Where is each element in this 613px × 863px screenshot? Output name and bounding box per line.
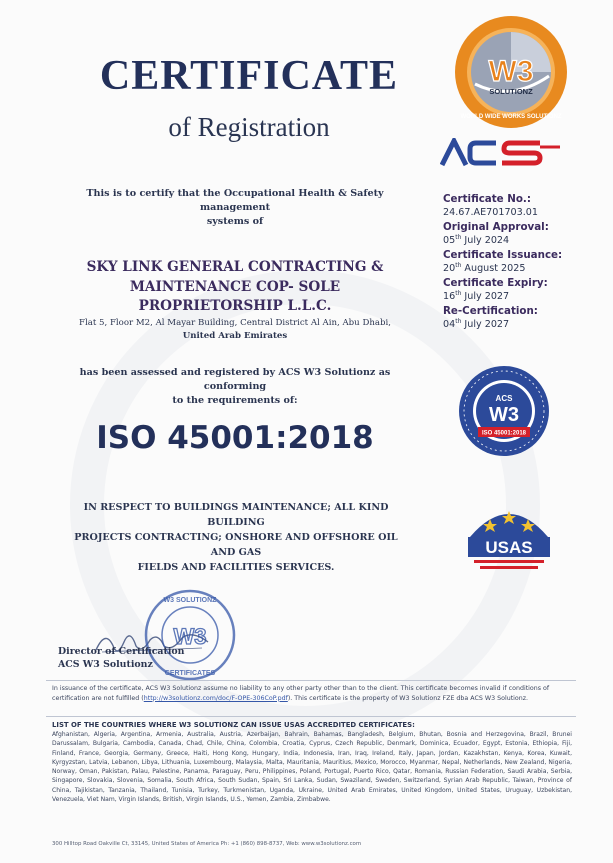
- acs-logo: [440, 138, 568, 168]
- scope-line-1: IN RESPECT TO BUILDINGS MAINTENANCE; ALL KIND BUILDING: [83, 502, 389, 528]
- address-line-1: Flat 5, Floor M2, Al Mayar Building, Central District Al Ain, Abu Dhabi,: [79, 318, 391, 328]
- company-name: [60, 258, 410, 317]
- issuance-value: 20th August 2025: [443, 262, 526, 274]
- w3-solutionz-logo: [453, 14, 569, 130]
- company-address: [55, 317, 415, 342]
- svg-text:ACS: ACS: [495, 394, 513, 403]
- assessed-line-1: has been assessed and registered by ACS W3 Solutionz as conforming: [79, 367, 391, 392]
- expiry-value: 16th July 2027: [443, 290, 510, 302]
- iso-standard: ISO 45001:2018: [96, 420, 374, 456]
- company-line-1: SKY LINK GENERAL CONTRACTING &: [86, 259, 384, 275]
- iso-accreditation-badge: [458, 365, 550, 457]
- svg-text:W3: W3: [173, 624, 207, 649]
- certificate-subtitle: of Registration: [168, 112, 330, 142]
- conditions-link[interactable]: http://w3solutionz.com/doc/F-OPE-306CoP.pdf: [143, 694, 288, 702]
- svg-text:W3: W3: [488, 55, 534, 88]
- svg-text:USAS: USAS: [485, 538, 533, 557]
- cert-no-label: Certificate No.:: [443, 193, 531, 205]
- assessed-statement: [60, 366, 410, 408]
- address-line-2: United Arab Emirates: [182, 330, 288, 341]
- director-org: ACS W3 Solutionz: [58, 659, 153, 670]
- expiry-label: Certificate Expiry:: [443, 277, 548, 289]
- director-block: [58, 645, 184, 671]
- disclaimer: In issuance of the certificate, ACS W3 Solutionz assume no liability to any other party other than to the client. This certificate becomes invalid if conditions of certification are not fulfilled (http://w3solutionz.com/doc/F-OPE-306CoP.pdf). This certificate is the property of W3 Solutionz FZE dba ACS W3 Solutionz.: [52, 685, 550, 702]
- recertification-label: Re-Certification:: [443, 305, 538, 317]
- original-approval-value: 05th July 2024: [443, 234, 510, 246]
- countries-list: Afghanistan, Algeria, Argentina, Armenia, Australia, Austria, Azerbaijan, Bahrain, Bahamas, Bangladesh, Belgium, Bhutan, Bosnia and Herzegovina, Brazil, Brunei Darussalam, Bulgaria, Cambodia, Canada, Chad, Chile, China, Colombia, Croatia, Cyprus, Czech Republic, Denmark, Dominica, Ecuador, Egypt, Estonia, Ethiopia, Fiji, Finland, France, Georgia, Germany, Greece, Haiti, Hong Kong, Hungary, India, Indonesia, Iran, Iraq, Ireland, Italy, Japan, Jordan, Kazakhstan, Kenya, Korea, Kuwait, Kyrgyzstan, Latvia, Lebanon, Libya, Lithuania, Luxembourg, Malaysia, Malta, Mauritania, Mauritius, Mexico, Morocco, Myanmar, Nepal, Netherlands, New Zealand, Nigeria, Norway, Oman, Pakistan, Palau, Palestine, Panama, Paraguay, Peru, Philippines, Poland, Portugal, Puerto Rico, Qatar, Romania, Russian Federation, Saudi Arabia, Serbia, Singapore, Slovakia, Slovenia, Somalia, South Africa, South Sudan, Spain, Sri Lanka, Sudan, Swaziland, Sweden, Switzerland, Syrian Arab Republic, Taiwan, Province of China, Tajikistan, Tanzania, Thailand, Tunisia, Turkey, Turkmenistan, Uganda, Ukraine, United Arab Emirates, United Kingdom, United States, Uruguay, Uzbekistan, Venezuela, Viet Nam, Virgin Islands, British, Virgin Islands, U.S., Yemen, Zambia, Zimbabwe.: [52, 731, 572, 804]
- divider: [46, 680, 576, 681]
- divider: [46, 716, 576, 717]
- footer-contact: 300 Hilltop Road Oakville Ct, 33145, United States of America Ph: +1 (860) 898-8737, Web: www.w3solutionz.com: [52, 841, 362, 847]
- assessed-line-2: to the requirements of:: [172, 395, 298, 406]
- company-line-2: MAINTENANCE COP- SOLE: [129, 278, 341, 295]
- company-line-3: PROPRIETORSHIP L.L.C.: [138, 298, 332, 314]
- svg-text:CERTIFICATES: CERTIFICATES: [164, 670, 216, 677]
- original-approval-label: Original Approval:: [443, 221, 549, 233]
- usas-logo: [464, 497, 554, 573]
- cert-no-value: 24.67.AE701703.01: [443, 207, 539, 218]
- scope-line-3: FIELDS AND FACILITIES SERVICES.: [137, 562, 335, 573]
- certificate-details: [443, 193, 603, 333]
- certify-line-1: This is to certify that the Occupational Health & Safety management: [86, 188, 384, 213]
- director-role: Director of Certification: [58, 646, 185, 657]
- certification-scope: [62, 500, 410, 575]
- scope-line-2: PROJECTS CONTRACTING; ONSHORE AND OFFSHORE OIL AND GAS: [74, 532, 398, 558]
- issuance-label: Certificate Issuance:: [443, 249, 563, 261]
- certify-statement: [60, 187, 410, 229]
- svg-text:W3 SOLUTIONZ: W3 SOLUTIONZ: [163, 597, 217, 604]
- certificate-title: CERTIFICATE: [99, 53, 399, 99]
- svg-text:ISO 45001:2018: ISO 45001:2018: [481, 430, 527, 437]
- svg-text:SOLUTIONZ: SOLUTIONZ: [489, 87, 533, 96]
- w3-ring-text: WORLD WIDE WORKS SOLUTIONZ: [460, 114, 562, 120]
- recertification-value: 04th July 2027: [443, 318, 510, 330]
- countries-title: LIST OF THE COUNTRIES WHERE W3 SOLUTIONZ CAN ISSUE USAS ACCREDITED CERTIFICATES:: [52, 721, 415, 729]
- svg-text:W3: W3: [489, 404, 519, 426]
- certify-line-2: systems of: [206, 216, 264, 227]
